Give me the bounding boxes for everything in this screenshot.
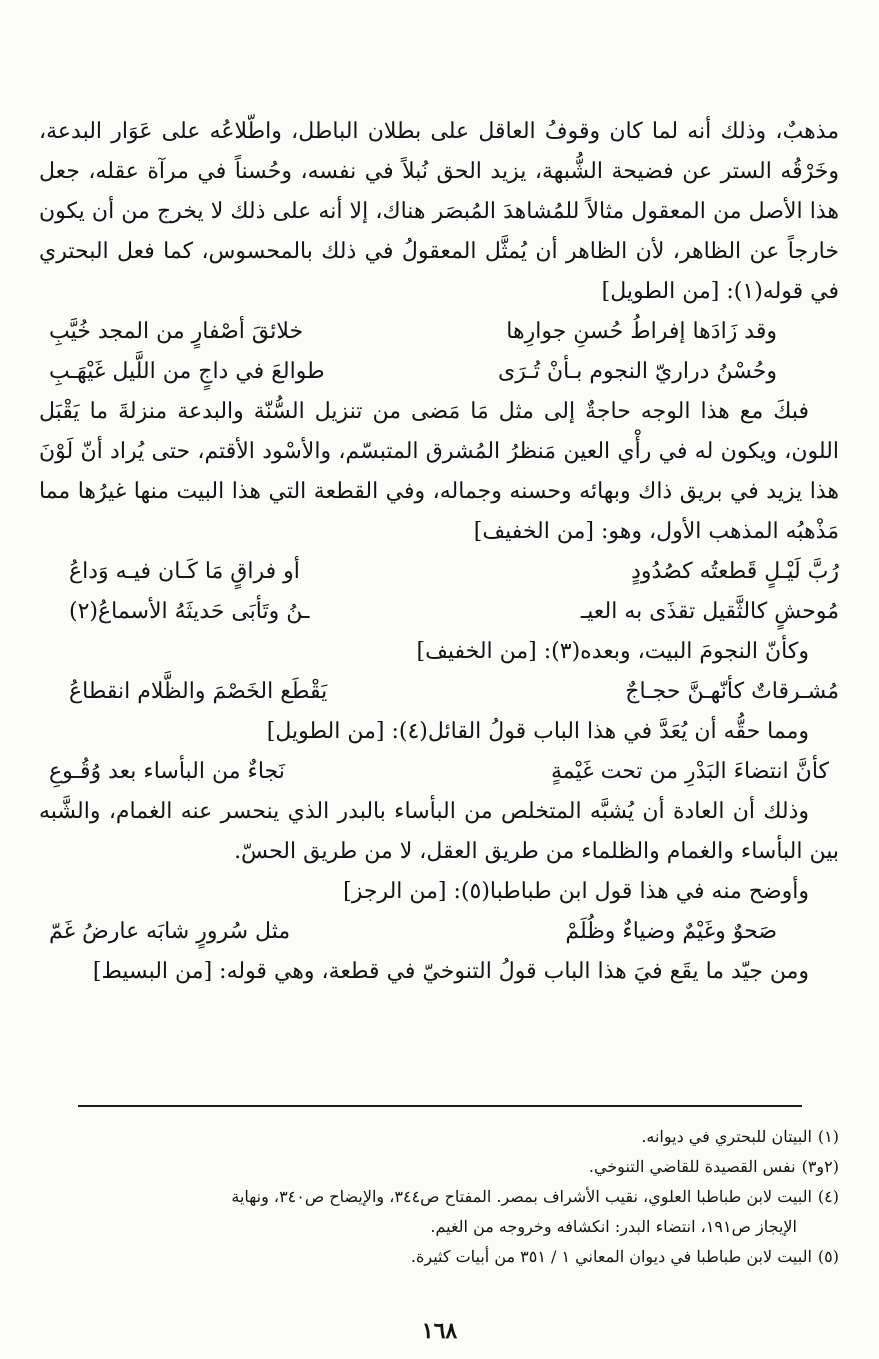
paragraph xyxy=(39,392,839,552)
verse-second-hemistich: ـنُ وتَأبَى حَديثَهُ الأسماعُ(٢) xyxy=(69,599,310,624)
footnote-text: البيت لابن طباطبا العلوي، نقيب الأشراف بمصر. المفتاح ص٣٤٤، والإيضاح ص٣٤٠، ونهاية xyxy=(231,1187,812,1206)
footnote-continuation xyxy=(39,1212,839,1242)
verse-first-hemistich: رُبَّ لَيْـلٍ قَطعتُه كصُدُودٍ xyxy=(631,559,839,584)
meter-tag: [من الطويل] xyxy=(266,719,385,744)
verse-line xyxy=(39,352,839,392)
footnote xyxy=(39,1152,839,1182)
paragraph xyxy=(39,712,839,752)
verse-first-hemistich: كأنَّ انتضاءَ البَدْرِ من تحت غَيْمةٍ xyxy=(550,759,829,784)
footnote-separator xyxy=(78,1105,802,1107)
verse-second-hemistich: طوالعَ في داجٍ من اللَّيل غَيْهَـبِ xyxy=(49,359,325,384)
footnote-number: (٥) xyxy=(817,1247,839,1266)
paragraph-text: ومما حقُّه أن يُعَدَّ في هذا الباب قولُ القائل(٤): xyxy=(391,719,809,744)
verse-line xyxy=(39,752,839,792)
meter-tag: [من الرجز] xyxy=(343,879,447,904)
verse-first-hemistich: وقد زَادَها إفراطُ حُسنِ جوارِها xyxy=(506,319,777,344)
main-text xyxy=(39,112,839,992)
verse-second-hemistich: يَقْطَع الخَصْمَ والظَّلام انقطاعُ xyxy=(69,679,328,704)
verse-second-hemistich: مثل سُرورٍ شابَه عارضُ غَمّ xyxy=(49,919,291,944)
footnote-number: (١) xyxy=(817,1127,839,1146)
verse-second-hemistich: نَجاءٌ من البأساء بعد وُقُـوعِ xyxy=(49,759,285,784)
paragraph xyxy=(39,112,839,312)
verse-line xyxy=(39,912,839,952)
footnote-number: (٢و٣) xyxy=(801,1157,839,1176)
paragraph-text: وأوضح منه في هذا قول ابن طباطبا(٥): xyxy=(453,879,809,904)
page-number: ١٦٨ xyxy=(421,1318,458,1344)
footnote-number: (٤) xyxy=(817,1187,839,1206)
footnote-text: البيت لابن طباطبا في ديوان المعاني ١ / ٣٥١ من أبيات كثيرة. xyxy=(410,1247,812,1266)
footnote xyxy=(39,1122,839,1152)
footnote xyxy=(39,1242,839,1272)
verse-first-hemistich: مُشـرقاتٌ كأنّهـنَّ حجـاجٌ xyxy=(625,679,839,704)
verse-second-hemistich: أو فراقٍ مَا كَـان فيـه وَداعُ xyxy=(69,559,300,584)
paragraph xyxy=(39,792,839,872)
verse-second-hemistich: خلائقَ أصْفارٍ من المجد خُيَّبِ xyxy=(49,319,304,344)
verse-line xyxy=(39,592,839,632)
verse-first-hemistich: مُوحشٍ كالثَّقيل تقذَى به العيـ xyxy=(580,599,839,624)
paragraph-text: وكأنّ النجومَ البيت، وبعده(٣): xyxy=(543,639,809,664)
meter-tag: [من البسيط] xyxy=(92,959,213,984)
footnote-text: الإيجاز ص١٩١، انتضاء البدر: انكشافه وخروجه من الغيم. xyxy=(430,1217,797,1236)
verse-line xyxy=(39,552,839,592)
verse-line xyxy=(39,312,839,352)
paragraph-text: مذهبٌ، وذلك أنه لما كان وقوفُ العاقل على بطلان الباطل، واطّلاعُه على عَوَار البدعة، وخَرْقُه الستر عن فضيحة الشُّبهة، يزيد الحق نُبلاً في نفسه، وحُسناً في مرآة عقله، جعل هذا الأصل من المعقول مثالاً للمُشاهدَ المُبصَر هناك، إلا أنه على ذلك لا يخرج من أن يكون خارجاً عن الظاهر، لأن الظاهر أن يُمثَّل المعقولُ في ذلك بالمحسوس، كما فعل البحتري في قوله(١): xyxy=(39,119,839,304)
paragraph-text: وذلك أن العادة أن يُشبَّه المتخلص من البأساء بالبدر الذي ينحسر عنه الغمام، والشَّبه بين البأساء والغمام والظلماء من طريق العقل، لا من طريق الحسّ. xyxy=(39,799,839,864)
verse-first-hemistich: صَحوٌ وغَيْمٌ وضياءٌ وظُلَمْ xyxy=(565,919,777,944)
footnote-text: البيتان للبحتري في ديوانه. xyxy=(641,1127,812,1146)
meter-tag: [من الطويل] xyxy=(601,279,720,304)
verse-line xyxy=(39,672,839,712)
footnotes xyxy=(39,1122,839,1272)
paragraph-text: فبكَ مع هذا الوجه حاجةٌ إلى مثل مَا مَضى من تنزيل السُّنّة والبدعة منزلةَ ما يَقْبَل اللون، ويكون له في رأْي العين مَنظرُ المُشرق المتبسّم، والأسْود الأقتم، حتى يُراد أنّ لَوْنَ هذا يزيد في بريق ذاك وبهائه وحسنه وجماله، وفي القطعة التي هذا البيت منها غيرُها مما مَذْهبُه المذهب الأول، وهو: xyxy=(39,399,839,544)
meter-tag: [من الخفيف] xyxy=(416,639,537,664)
paragraph xyxy=(39,872,839,912)
paragraph xyxy=(39,632,839,672)
paragraph-text: ومن جيّد ما يقَع فيَ هذا الباب قولُ التنوخيّ في قطعة، وهي قوله: xyxy=(219,959,809,984)
paragraph xyxy=(39,952,839,992)
footnote xyxy=(39,1182,839,1212)
meter-tag: [من الخفيف] xyxy=(473,519,594,544)
verse-first-hemistich: وحُسْنُ دراريّ النجوم بـأنْ تُـرَى xyxy=(498,359,777,384)
footnote-text: نفس القصيدة للقاضي التنوخي. xyxy=(588,1157,796,1176)
